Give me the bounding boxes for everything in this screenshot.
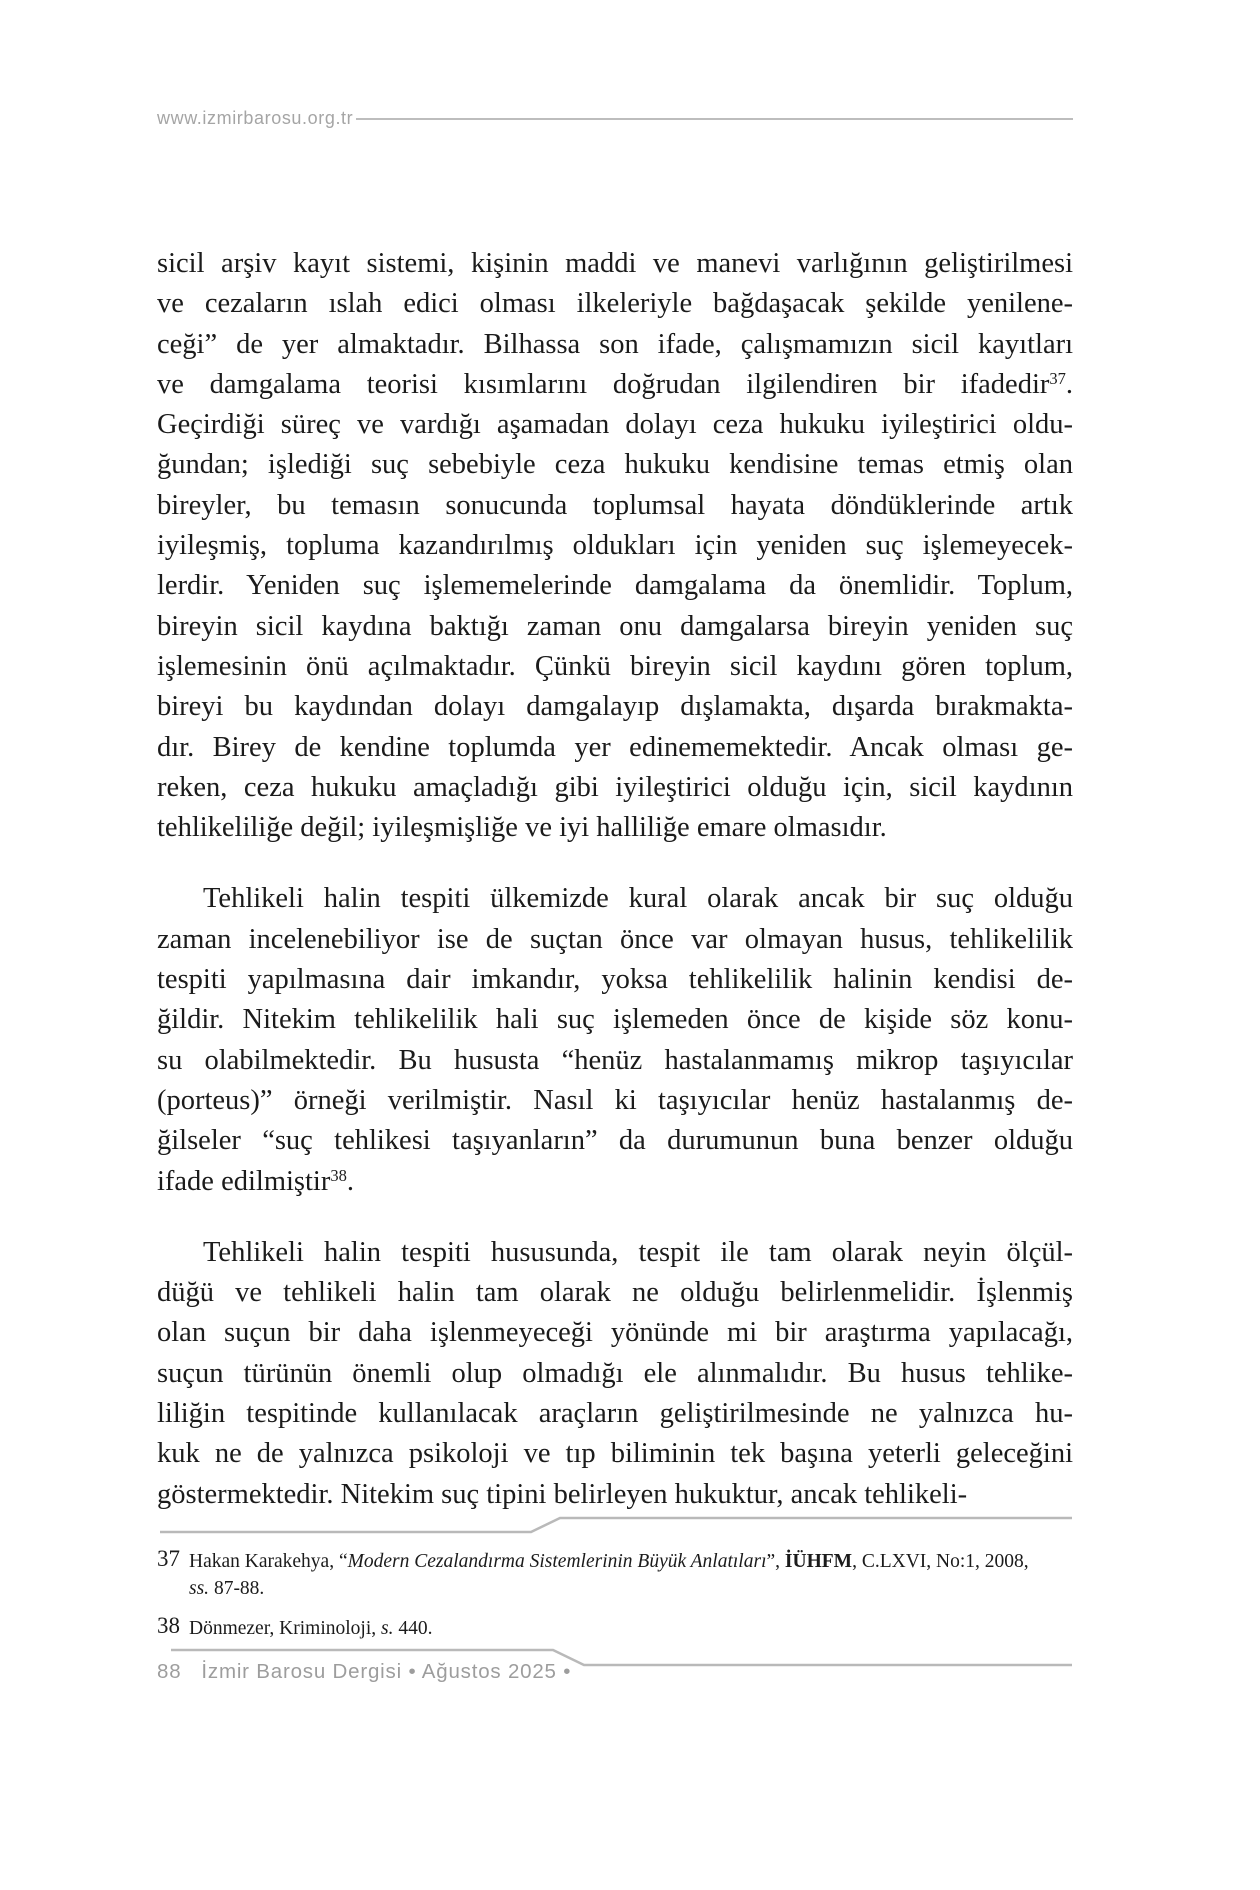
body-paragraph [157,879,1073,1201]
footnote-reference: 38 [330,1165,347,1185]
page-footer [157,1660,571,1684]
footnote-italic-segment: Modern Cezalandırma Sistemlerinin Büyük Anlatıları [347,1551,767,1572]
body-line: bireyler, bu temasın sonucunda toplumsal hayata döndüklerinde artık [157,489,1073,521]
footnote-text [189,1615,1073,1642]
body-line: tehlikeliliğe değil; iyileşmişliğe ve iyi halliliğe emare olmasıdır. [157,812,887,844]
footnote-number: 37 [157,1546,180,1571]
body-line: işlemesinin önü açılmaktadır. Çünkü bireyin sicil kaydını gören toplum, [157,650,1073,682]
body-line: göstermektedir. Nitekim suç tipini belirleyen hukuktur, ancak tehlikeli- [157,1478,968,1510]
body-line: ve damgalama teorisi kısımlarını doğrudan ilgilendiren bir ifadedir$^{37}$. [157,368,1073,400]
body-line: olan suçun bir daha işlenmeyeceği yönünde mi bir araştırma yapılacağı, [157,1317,1073,1349]
body-line: bireyin sicil kaydına baktığı zaman onu damgalarsa bireyin yeniden suç [157,610,1073,642]
body-line: ğilseler “suç tehlikesi taşıyanların” da durumunun buna benzer olduğu [157,1125,1073,1157]
footnote-italic-segment: s. [381,1618,394,1639]
body-line: tespiti yapılmasına dair imkandır, yoksa tehlikelilik halinin kendisi de- [157,964,1073,996]
body-line: suçun türünün önemli olup olmadığı ele alınmalıdır. Bu husus tehlike- [157,1357,1073,1389]
body-line: (porteus)” örneği verilmiştir. Nasıl ki taşıyıcılar henüz hastalanmış de- [157,1084,1073,1116]
footnote-line [189,1548,1073,1575]
body-line: düğü ve tehlikeli halin tam olarak ne olduğu belirlenmelidir. İşlenmiş [157,1277,1073,1309]
body-line: sicil arşiv kayıt sistemi, kişinin maddi ve manevi varlığının geliştirilmesi [157,248,1073,279]
footnote-segment: ”, [766,1551,785,1572]
body-line: zaman incelenebiliyor ise de suçtan önce var olmayan husus, tehlikelilik [157,923,1073,955]
body-line: iyileşmiş, topluma kazandırılmış oldukları için yeniden suç işlemeyecek- [157,530,1073,562]
footnote-line [189,1575,1073,1602]
page-number: 88 [157,1660,182,1683]
footnote-segment: Dönmezer, Kriminoloji, [189,1618,382,1639]
header-rule [356,118,1073,120]
body-line: ifade edilmiştir$^{38}$. [157,1165,354,1197]
body-line: ğildir. Nitekim tehlikelilik hali suç işlemeden önce de kişide söz konu- [157,1004,1073,1036]
footnote-separator-rule [160,1518,1072,1532]
footnote-number: 38 [157,1613,180,1638]
body-line: dır. Birey de kendine toplumda yer edinememektedir. Ancak olması ge- [157,731,1073,763]
footnote-segment: 87-88. [209,1578,265,1599]
footnote-segment: Hakan Karakehya, “ [189,1551,348,1572]
body-line: Tehlikeli halin tespiti hususunda, tespit ile tam olarak neyin ölçül- [203,1236,1073,1268]
footnote-bold-segment: İÜHFM [784,1551,853,1572]
body-line: ve cezaların ıslah edici olması ilkeleriyle bağdaşacak şekilde yenilene- [157,288,1073,320]
body-line: lerdir. Yeniden suç işlememelerinde damgalama da önemlidir. Toplum, [157,570,1073,602]
body-line: Tehlikeli halin tespiti ülkemizde kural olarak ancak bir suç olduğu [203,883,1073,915]
body-line: reken, ceza hukuku amaçladığı gibi iyileştirici olduğu için, sicil kaydının [157,771,1073,803]
footnote-reference: 37 [1049,369,1066,389]
footnote-segment: , C.LXVI, No:1, 2008, [852,1551,1029,1572]
body-line: ceği” de yer almaktadır. Bilhassa son ifade, çalışmamızın sicil kayıtları [157,328,1073,360]
body-line: Geçirdiği süreç ve vardığı aşamadan dolayı ceza hukuku iyileştirici oldu- [157,409,1073,441]
body-paragraph [157,244,1073,848]
header-website-url: www.izmirbarosu.org.tr [157,108,354,128]
body-paragraph [157,1233,1073,1515]
body-line: bireyi bu kaydından dolayı damgalayıp dışlamakta, dışarda bırakmakta- [157,691,1073,723]
footnote [157,1548,1073,1602]
footnote-italic-segment: ss. [189,1578,210,1599]
body-line: kuk ne de yalnızca psikoloji ve tıp biliminin tek başına yeterli geleceğini [157,1438,1073,1470]
body-line: su olabilmektedir. Bu hususta “henüz hastalanmamış mikrop taşıyıcılar [157,1044,1073,1076]
page-header [157,108,1073,129]
body-text-column [157,244,1073,1515]
body-line: liliğin tespitinde kullanılacak araçların geliştirilmesinde ne yalnızca hu- [157,1398,1073,1430]
footnote-line [189,1615,1073,1642]
footnotes-section [157,1548,1073,1642]
journal-title-and-issue: İzmir Barosu Dergisi • Ağustos 2025 • [201,1660,572,1683]
footnote [157,1615,1073,1642]
footnote-segment: 440. [393,1618,433,1639]
body-line: ğundan; işlediği suç sebebiyle ceza hukuku kendisine temas etmiş olan [157,449,1073,481]
footnote-text [189,1548,1073,1602]
